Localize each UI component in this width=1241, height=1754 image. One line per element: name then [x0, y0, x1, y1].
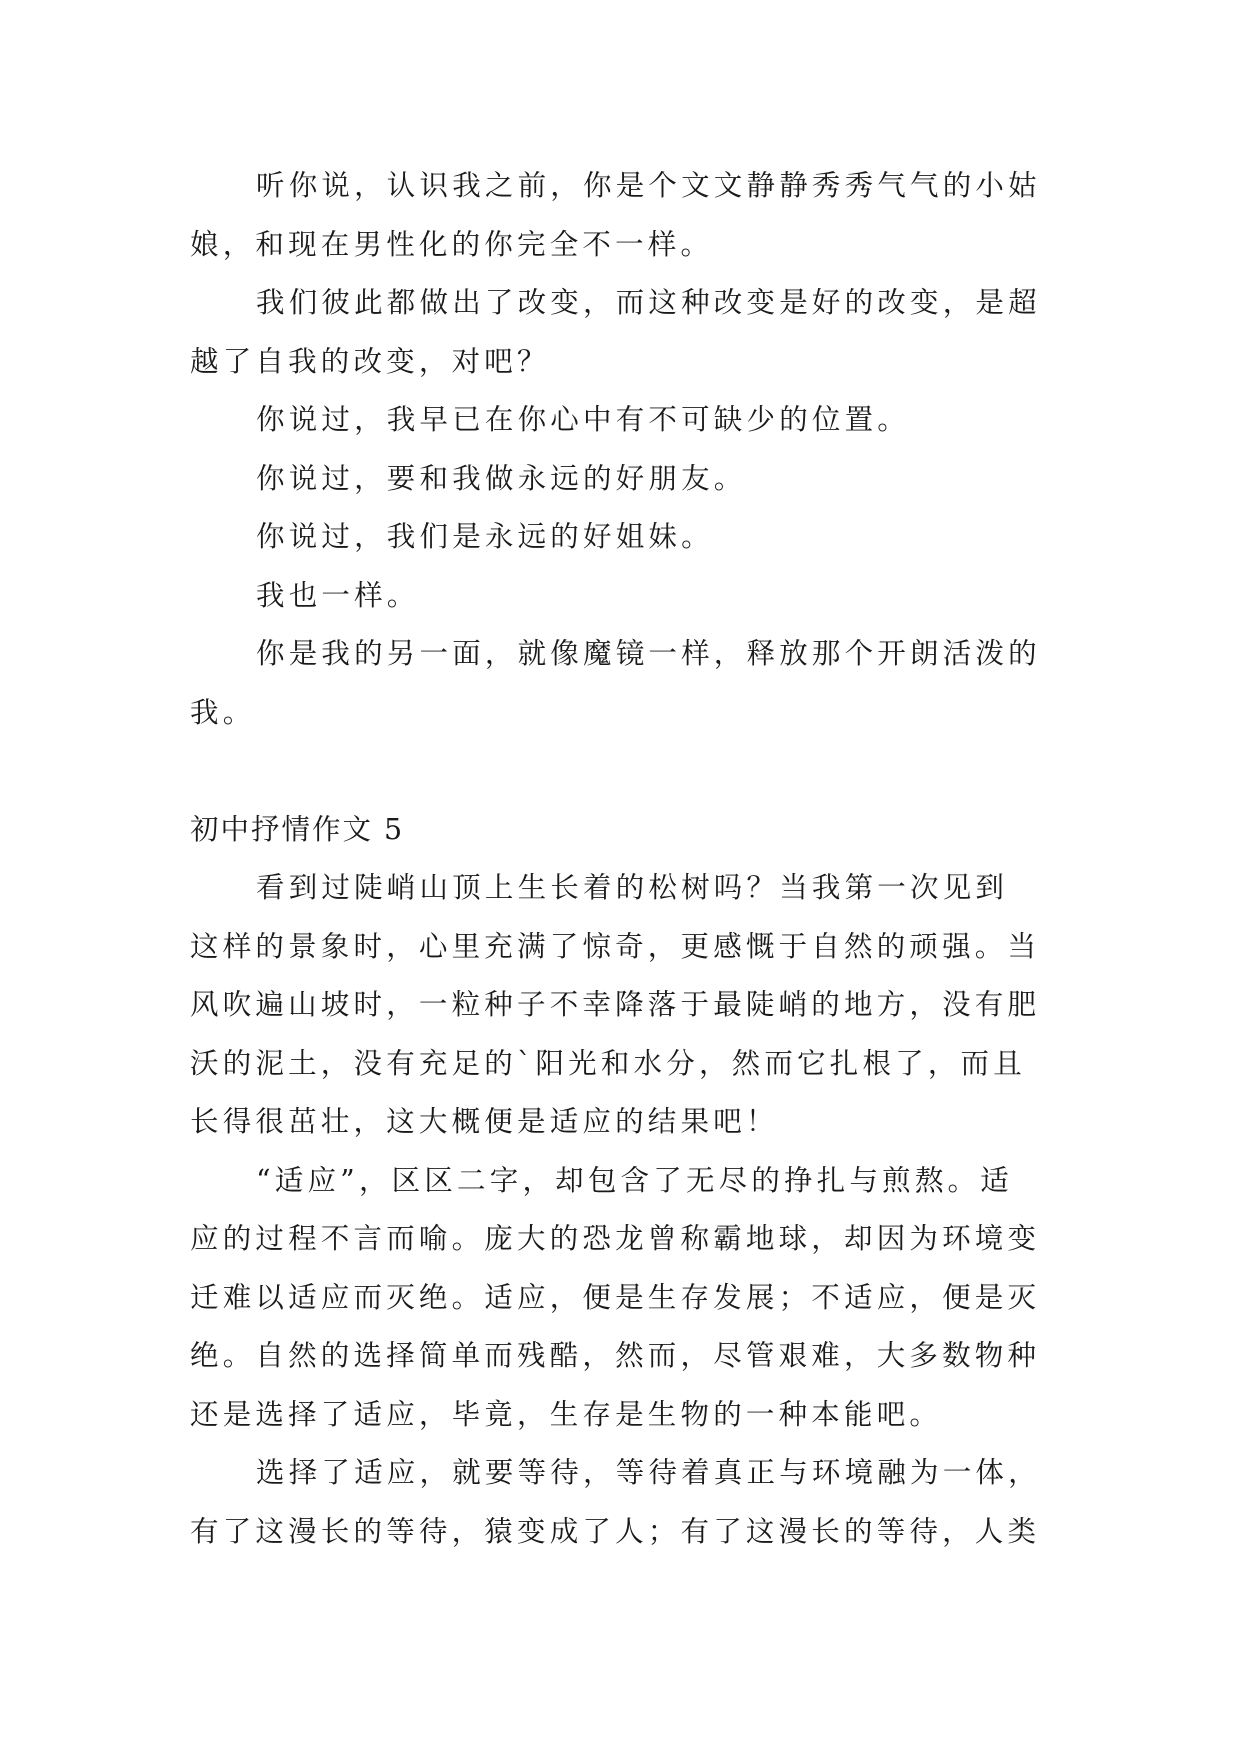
paragraph-line: 我。 — [190, 696, 256, 729]
paragraph-line: 迁难以适应而灭绝。适应，便是生存发展；不适应，便是灭 — [190, 1281, 1041, 1314]
paragraph-line: 选择了适应，就要等待，等待着真正与环境融为一体， — [256, 1456, 1041, 1489]
paragraph-line: 这样的景象时，心里充满了惊奇，更感慨于自然的顽强。当 — [190, 930, 1041, 963]
paragraph-line: 你是我的另一面，就像魔镜一样，释放那个开朗活泼的 — [256, 637, 1041, 670]
paragraph-line: 越了自我的改变，对吧？ — [190, 345, 550, 378]
paragraph-line: 听你说，认识我之前，你是个文文静静秀秀气气的小姑 — [256, 169, 1041, 202]
paragraph-line: “适应”，区区二字，却包含了无尽的挣扎与煎熬。适 — [256, 1164, 1013, 1197]
paragraph-line: 沃的泥土，没有充足的`阳光和水分，然而它扎根了，而且 — [190, 1047, 1026, 1080]
paragraph-line: 应的过程不言而喻。庞大的恐龙曾称霸地球，却因为环境变 — [190, 1222, 1041, 1255]
paragraph-line: 我们彼此都做出了改变，而这种改变是好的改变，是超 — [256, 286, 1041, 319]
paragraph-line: 看到过陡峭山顶上生长着的松树吗？当我第一次见到 — [256, 871, 1009, 904]
paragraph-line: 还是选择了适应，毕竟，生存是生物的一种本能吧。 — [190, 1398, 943, 1431]
paragraph-line: 我也一样。 — [256, 579, 420, 612]
paragraph-line: 你说过，我早已在你心中有不可缺少的位置。 — [256, 403, 911, 436]
paragraph-line: 风吹遍山坡时，一粒种子不幸降落于最陡峭的地方，没有肥 — [190, 988, 1041, 1021]
paragraph-line: 娘，和现在男性化的你完全不一样。 — [190, 228, 714, 261]
paragraph-line: 绝。自然的选择简单而残酷，然而，尽管艰难，大多数物种 — [190, 1339, 1041, 1372]
paragraph-line: 有了这漫长的等待，猿变成了人；有了这漫长的等待，人类 — [190, 1515, 1041, 1548]
section-title: 初中抒情作文 5 — [190, 813, 405, 846]
paragraph-line: 你说过，我们是永远的好姐妹。 — [256, 520, 714, 553]
paragraph-line: 长得很茁壮，这大概便是适应的结果吧！ — [190, 1105, 779, 1138]
paragraph-line: 你说过，要和我做永远的好朋友。 — [256, 462, 747, 495]
